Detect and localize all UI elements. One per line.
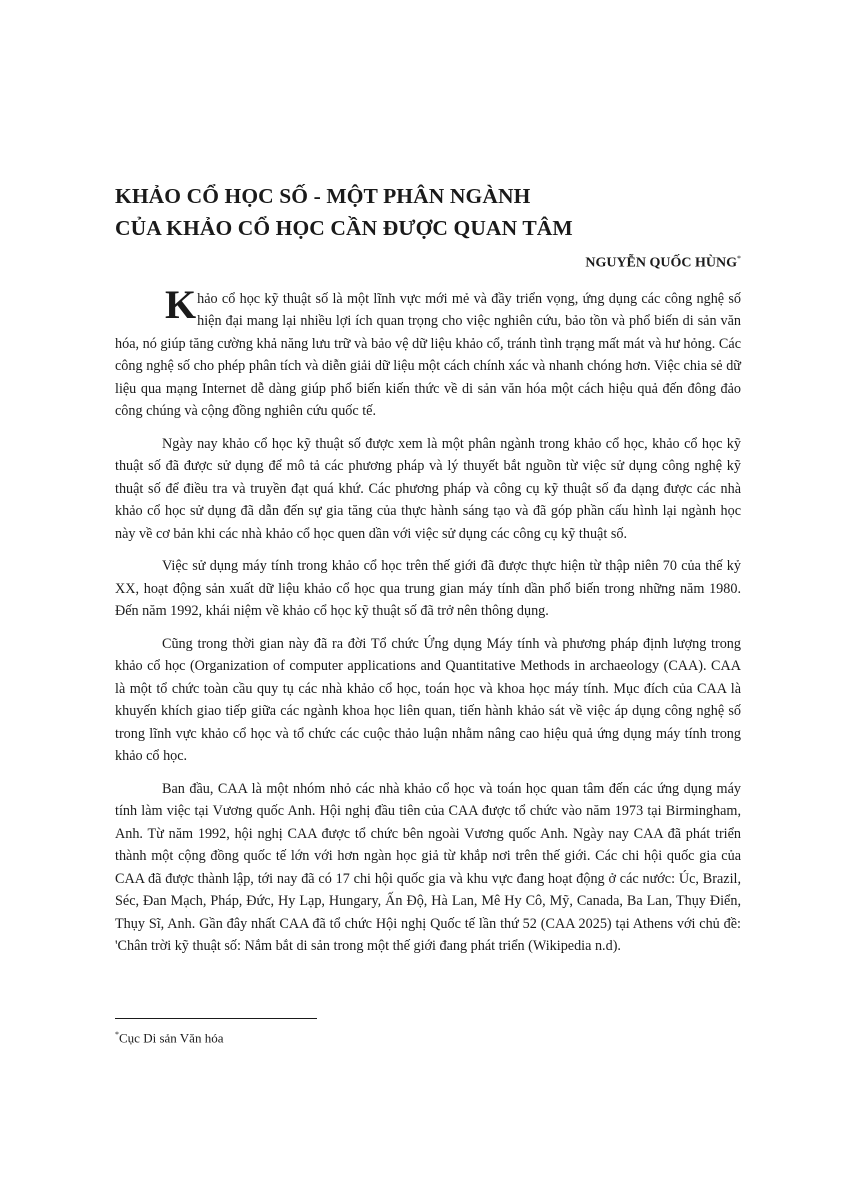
article bbox=[115, 180, 741, 968]
paragraph-5: Ban đầu, CAA là một nhóm nhỏ các nhà khảo cổ học và toán học quan tâm đến các ứng dụng máy tính làm việc tại Vương quốc Anh. Hội nghị đầu tiên của CAA được tổ chức vào năm 1973 tại Birmingham, Anh. Từ năm 1992, hội nghị CAA được tổ chức bên ngoài Vương quốc Anh. Ngày nay CAA đã phát triển thành một cộng đồng quốc tế lớn với hơn ngàn học giả từ khắp nơi trên thế giới. Các chi hội quốc gia của CAA đã được thành lập, tới nay đã có 17 chi hội quốc gia và khu vực đang hoạt động ở các nước: Úc, Brazil, Séc, Đan Mạch, Pháp, Đức, Hy Lạp, Hungary, Ấn Độ, Hà Lan, Mê Hy Cô, Mỹ, Canada, Ba Lan, Thụy Điển, Thụy Sĩ, Anh. Gần đây nhất CAA đã tổ chức Hội nghị Quốc tế lần thứ 52 (CAA 2025) tại Athens với chủ đề: 'Chân trời kỹ thuật số: Nắm bắt di sản trong một thế giới đang phát triển (Wikipedia n.d). bbox=[115, 780, 741, 955]
footnote-text: Cục Di sản Văn hóa bbox=[119, 1030, 224, 1046]
footnote bbox=[115, 1030, 223, 1046]
paragraph-1 bbox=[115, 281, 741, 423]
footnote-divider bbox=[115, 1018, 317, 1019]
paragraph-1-text: hảo cổ học kỹ thuật số là một lĩnh vực mới mẻ và đầy triển vọng, ứng dụng các công nghệ số hiện đại mang lại nhiều lợi ích quan trọng cho việc nghiên cứu, bảo tồn và phổ biến di sản văn hóa, nó giúp tăng cường khả năng lưu trữ và bảo vệ dữ liệu khảo cổ, tránh tình trạng mất mát và hư hỏng. Các công nghệ số cho phép phân tích và diễn giải dữ liệu một cách chính xác và nhanh chóng hơn. Việc chia sẻ dữ liệu qua mạng Internet dễ dàng giúp phổ biến kiến thức về di sản văn hóa một cách hiệu quả đến đông đảo công chúng và cộng đồng nghiên cứu quốc tế. bbox=[115, 290, 741, 420]
paragraph-4: Cũng trong thời gian này đã ra đời Tổ chức Ứng dụng Máy tính và phương pháp định lượng trong khảo cổ học (Organization of computer applications and Quantitative Methods in archaeology (CAA). CAA là một tổ chức toàn cầu quy tụ các nhà khảo cổ học, toán học và khoa học máy tính. Mục đích của CAA là khuyến khích giao tiếp giữa các ngành khoa học liên quan, tiến hành khảo sát về việc áp dụng công nghệ số trong lĩnh vực khảo cổ học và tổ chức các cuộc thảo luận nhằm nâng cao hiệu quả ứng dụng máy tính trong khảo cổ học. bbox=[115, 635, 741, 765]
paragraph-2: Ngày nay khảo cổ học kỹ thuật số được xem là một phân ngành trong khảo cổ học, khảo cổ học kỹ thuật số đã được sử dụng để mô tả các phương pháp và lý thuyết bắt nguồn từ việc sử dụng công nghệ kỹ thuật số để điều tra và truyền đạt quá khứ. Các phương pháp và công cụ kỹ thuật số đa dạng được các nhà khảo cổ học sử dụng đã dẫn đến sự gia tăng của thực hành sáng tạo và đã góp phần cấu hình lại ngành học này về cơ bản khi các nhà khảo cổ học quen dần với việc sử dụng các công cụ kỹ thuật số. bbox=[115, 435, 741, 542]
author-line bbox=[115, 254, 741, 272]
title-line-2: CỦA KHẢO CỔ HỌC CẦN ĐƯỢC QUAN TÂM bbox=[115, 216, 573, 240]
title-line-1: KHẢO CỔ HỌC SỐ - MỘT PHÂN NGÀNH bbox=[115, 184, 531, 208]
article-title bbox=[115, 180, 741, 244]
author-footnote-mark: * bbox=[737, 254, 741, 263]
drop-cap: K bbox=[165, 281, 197, 327]
author-name: NGUYỄN QUỐC HÙNG bbox=[585, 255, 737, 271]
footnote-mark: * bbox=[115, 1030, 119, 1039]
paragraph-3: Việc sử dụng máy tính trong khảo cổ học trên thế giới đã được thực hiện từ thập niên 70 của thế kỷ XX, hoạt động sản xuất dữ liệu khảo cổ học qua trung gian máy tính dần phổ biến trong những năm 1980. Đến năm 1992, khái niệm về khảo cổ học kỹ thuật số đã trở nên thông dụng. bbox=[115, 558, 741, 620]
